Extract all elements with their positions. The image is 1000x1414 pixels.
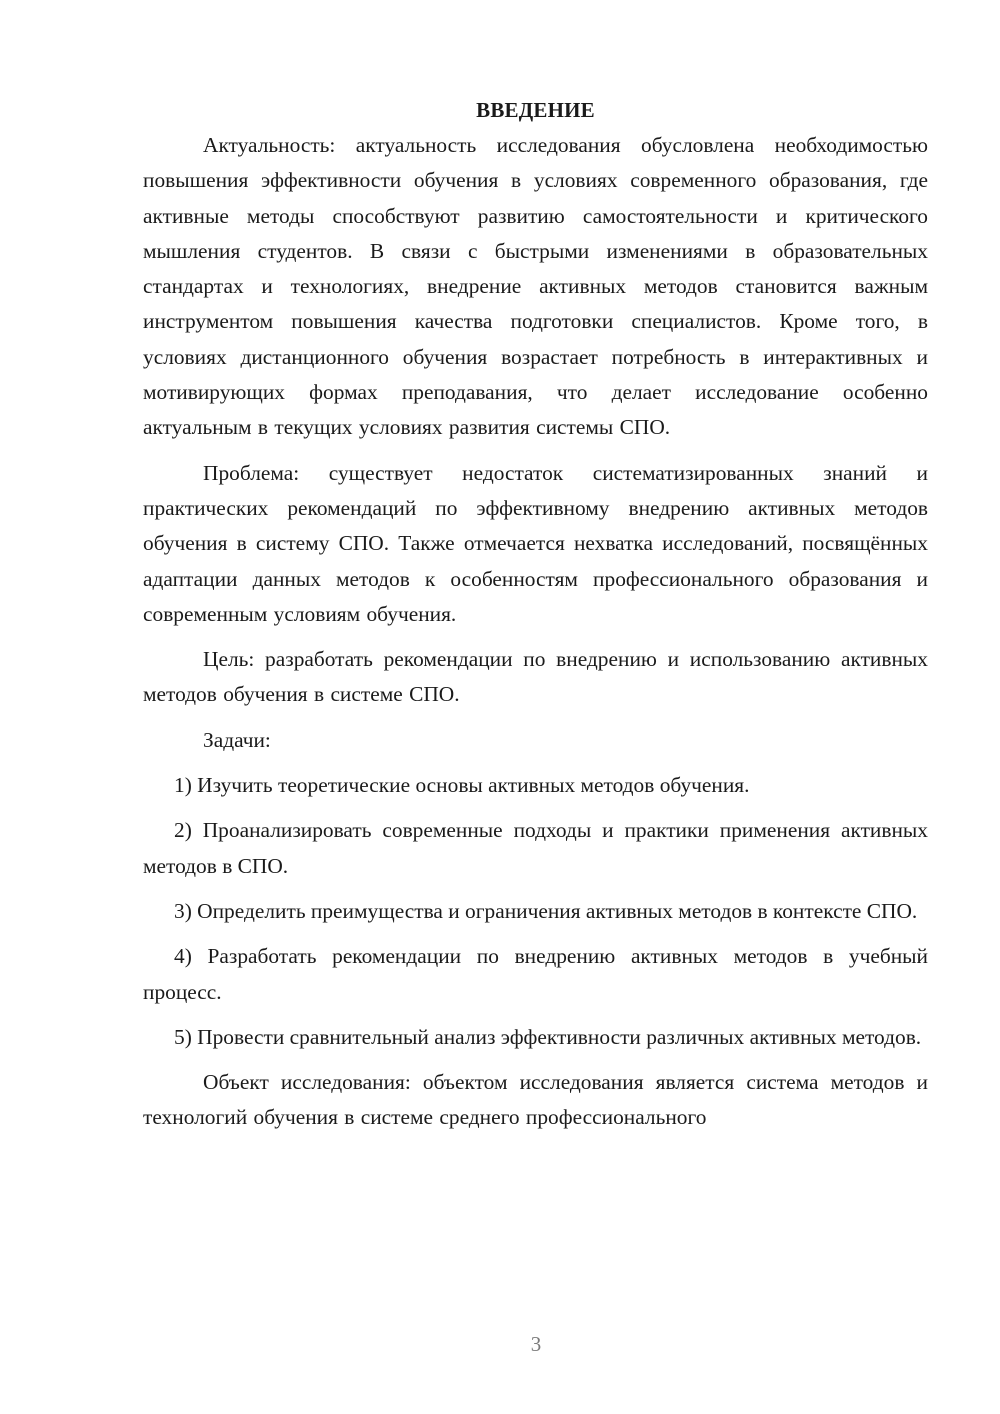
tasks-heading: Задачи:: [203, 727, 271, 752]
section-title: ВВЕДЕНИЕ: [476, 98, 595, 122]
paragraph-relevance: Актуальность: актуальность исследования обусловлена необходимостью повышения эффективности обучения в условиях современного образования, где активные методы способствуют развитию самостоятельности и критического мышления студентов. В связи с быстрыми изменениями в образовательных стандартах и технологиях, внедрение активных методов становится важным инструментом повышения качества подготовки специалистов. Кроме того, в условиях дистанционного обучения возрастает потребность в интерактивных и мотивирующих формах преподавания, что делает исследование особенно актуальным в текущих условиях развития системы СПО.: [143, 133, 928, 440]
page-number: 3: [530, 1332, 542, 1356]
page-content: [143, 92, 928, 1136]
task-item-1: 1) Изучить теоретические основы активных методов обучения.: [174, 773, 750, 798]
paragraph-problem: Проблема: существует недостаток систематизированных знаний и практических рекомендаций по эффективному внедрению активных методов обучения в систему СПО. Также отмечается нехватка исследований, посвящённых адаптации данных методов к особенностям профессионального образования и современным условиям обучения.: [143, 460, 928, 626]
task-item-5: 5) Провести сравнительный анализ эффективности различных активных методов.: [174, 1024, 922, 1049]
task-item-3: 3) Определить преимущества и ограничения активных методов в контексте СПО.: [174, 898, 918, 923]
paragraph-goal: Цель: разработать рекомендации по внедрению и использованию активных методов обучения в системе СПО.: [143, 647, 928, 707]
paragraph-object: Объект исследования: объектом исследования является система методов и технологий обучения в системе среднего профессионального: [143, 1070, 928, 1130]
task-item-4: 4) Разработать рекомендации по внедрению активных методов в учебный процесс.: [143, 944, 928, 1004]
task-item-2: 2) Проанализировать современные подходы и практики применения активных методов в СПО.: [143, 818, 928, 878]
